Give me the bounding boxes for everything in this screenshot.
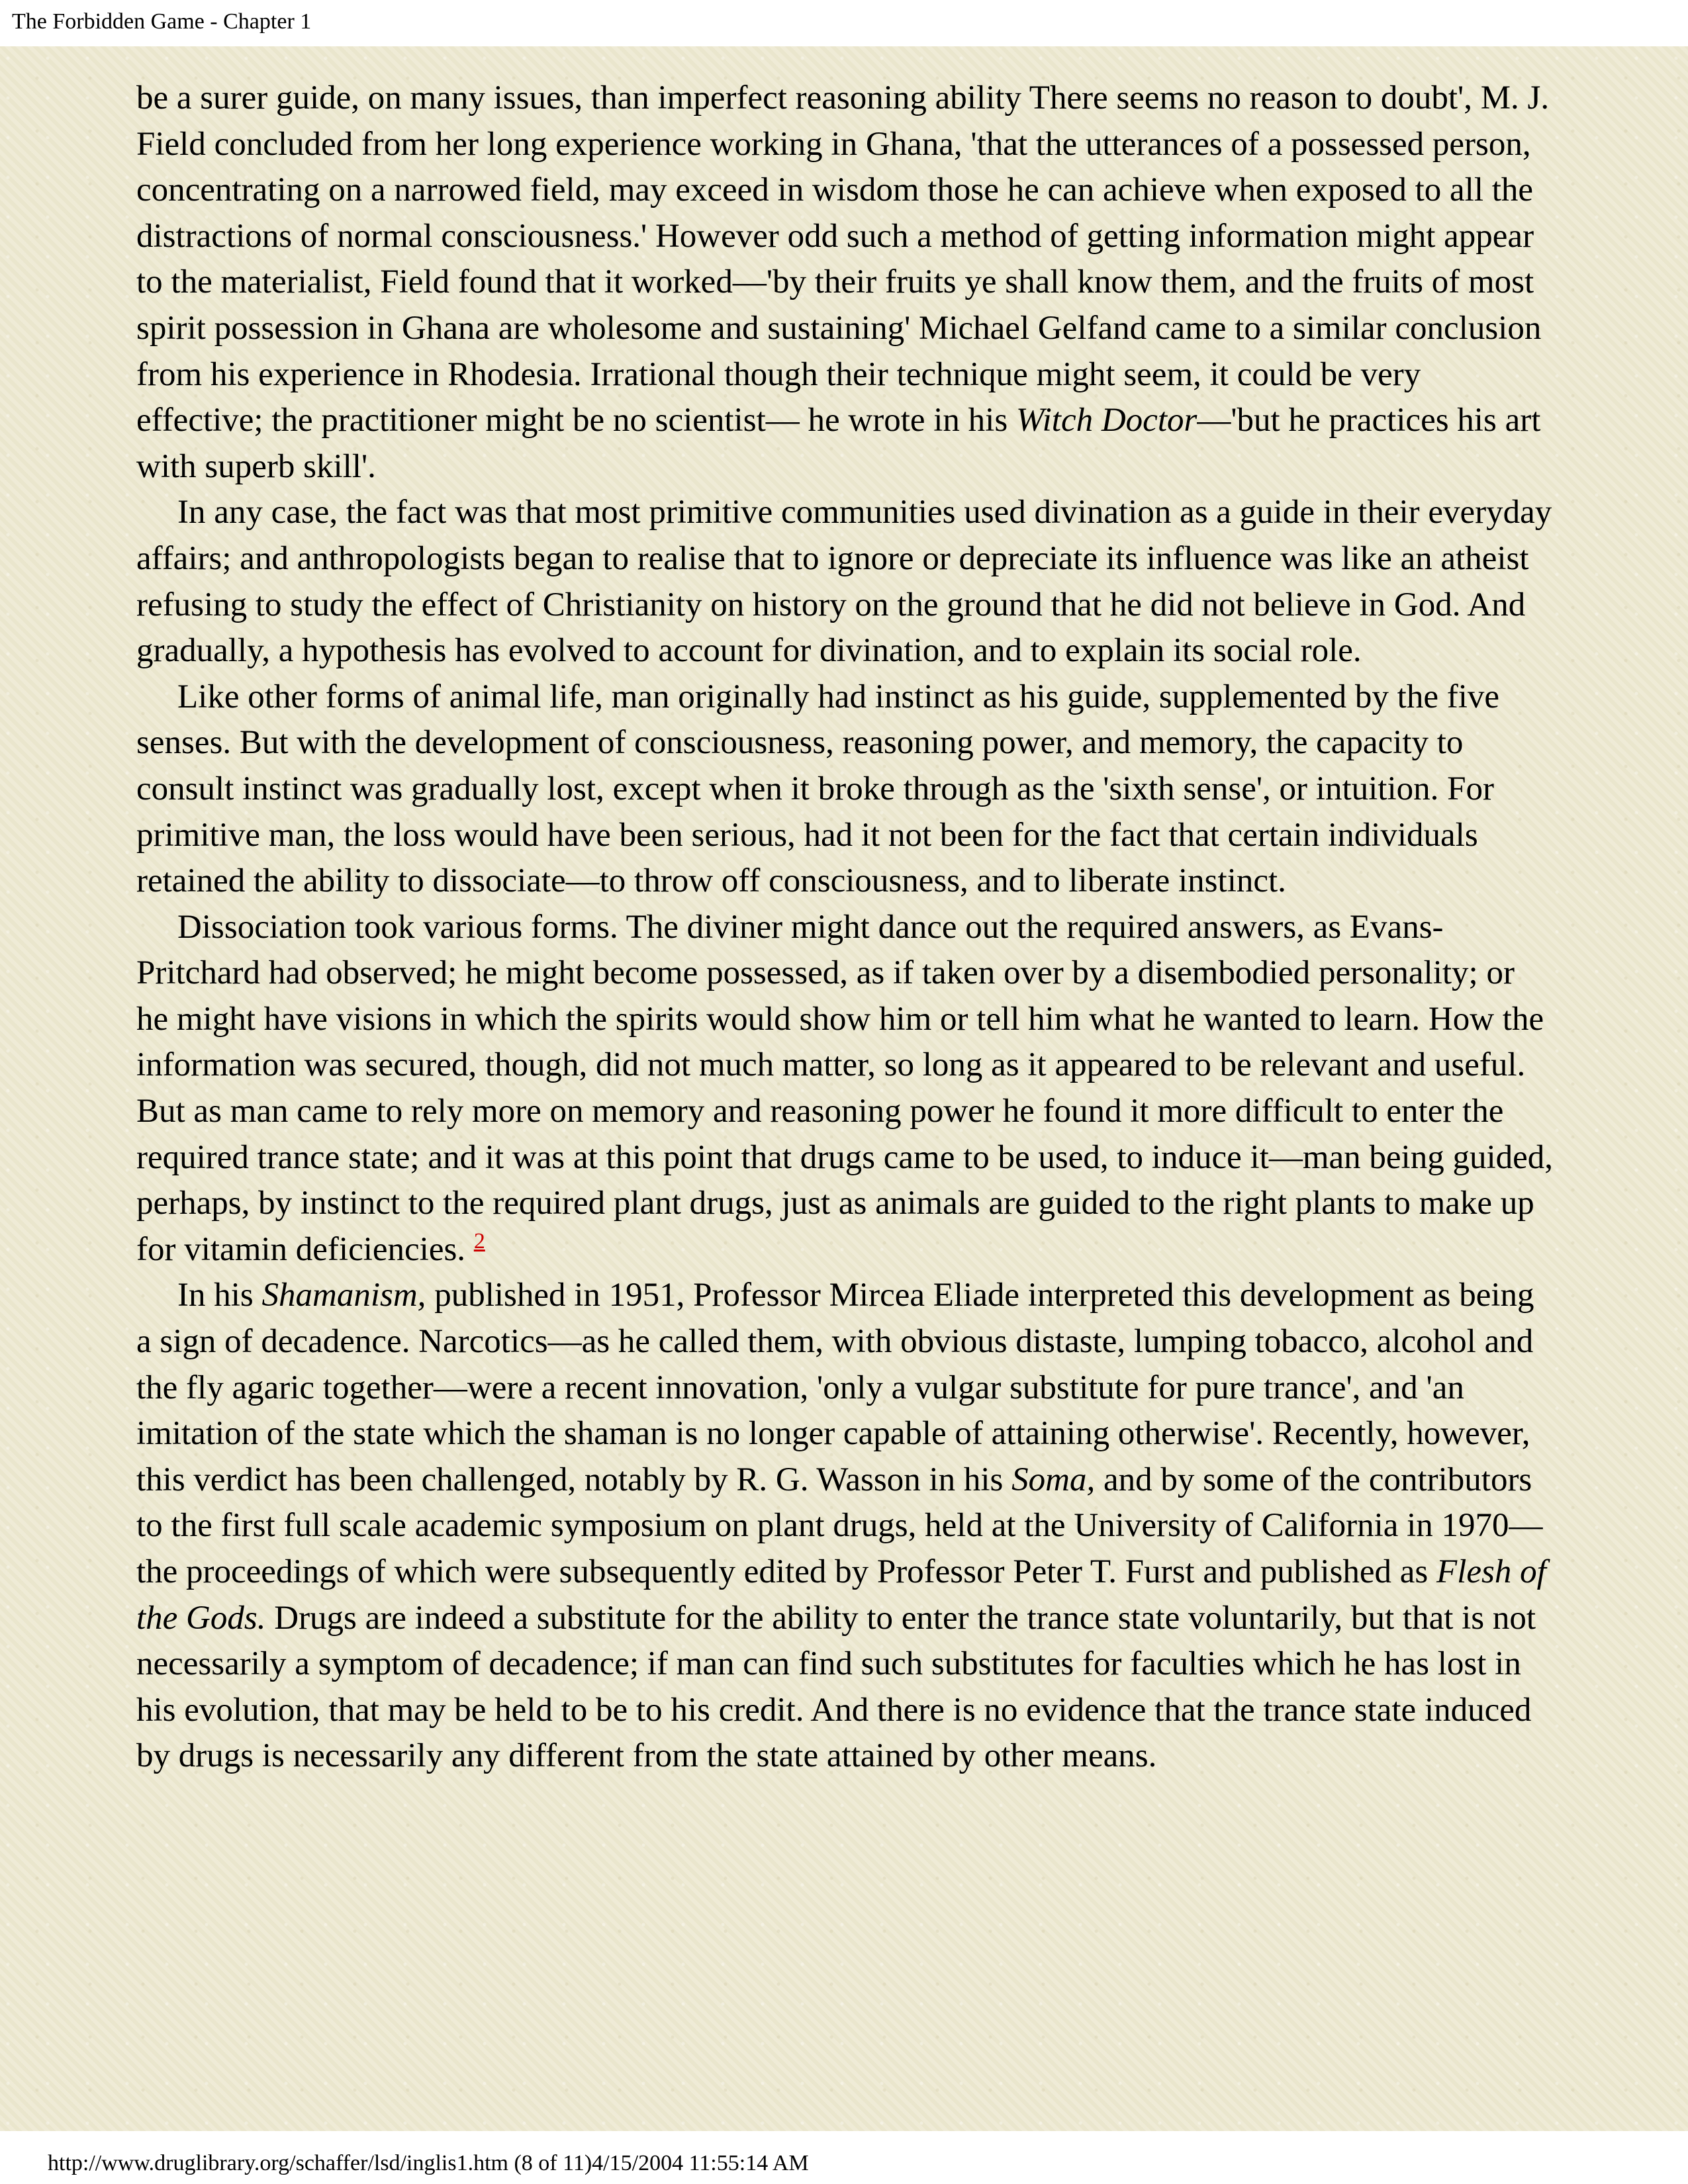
text-column <box>136 75 1553 1780</box>
book-title-shamanism: Shamanism, <box>261 1277 426 1314</box>
document-title: The Forbidden Game - Chapter 1 <box>12 9 312 34</box>
paragraph-3: Like other forms of animal life, man originally had instinct as his guide, supplemented by the five senses. But with the development of consciousness, reasoning power, and memory, the capacity to consult instinct was gradually lost, except when it broke through as the 'sixth sense', or intuition. For primitive man, the loss would have been serious, had it not been for the fact that certain individuals retained the ability to dissociate—to throw off consciousness, and to liberate instinct. <box>136 678 1500 900</box>
page-header <box>0 0 1688 46</box>
footer-url: http://www.druglibrary.org/schaffer/lsd/inglis1.htm (8 of 11)4/15/2004 11:55:14 AM <box>48 2151 809 2175</box>
paragraph-2: In any case, the fact was that most primitive communities used divination as a guide in their everyday affairs; and anthropologists began to realise that to ignore or depreciate its influence was like an atheist refusing to study the effect of Christianity on history on the ground that he did not believe in God. And gradually, a hypothesis has evolved to account for divination, and to explain its social role. <box>136 494 1552 670</box>
paragraph-1: be a surer guide, on many issues, than imperfect reasoning ability There seems no reason to doubt', M. J. Field concluded from her long experience working in Ghana, 'that the utterances of a possessed person, concentrating on a narrowed field, may exceed in wisdom those he can achieve when exposed to all the distractions of normal consciousness.' However odd such a method of getting information might appear to the materialist, Field found that it worked—'by their fruits ye shall know them, and the fruits of most spirit possession in Ghana are wholesome and sustaining' Michael Gelfand came to a similar conclusion from his experience in Rhodesia. Irrational though their technique might seem, it could be very effective; the practitioner might be no scientist— he wrote in his Witch Doctor—'but he practices his art with superb skill'. <box>136 79 1550 485</box>
book-title-soma: Soma, <box>1011 1461 1096 1498</box>
book-title-flesh-of-the-gods: Flesh of the Gods. <box>136 1553 1546 1637</box>
document-body <box>0 46 1688 2131</box>
footnote-link-2[interactable]: 2 <box>473 1228 485 1253</box>
book-title-witch-doctor: Witch Doctor <box>1015 402 1197 439</box>
paragraph-5: In his Shamanism, published in 1951, Professor Mircea Eliade interpreted this development as being a sign of decadence. Narcotics—as he called them, with obvious distaste, lumping tobacco, alcohol and the fly agaric together—were a recent innovation, 'only a vulgar substitute for pure trance', and 'an imitation of the state which the shaman is no longer capable of attaining otherwise'. Recently, however, this verdict has been challenged, notably by R. G. Wasson in his Soma, and by some of the contributors to the first full scale academic symposium on plant drugs, held at the University of California in 1970—the proceedings of which were subsequently edited by Professor Peter T. Furst and published as Flesh of the Gods. Drugs are indeed a substitute for the ability to enter the trance state voluntarily, but that is not necessarily a symptom of decadence; if man can find such substitutes for faculties which he has lost in his evolution, that may be held to be to his credit. And there is no evidence that the trance state induced by drugs is necessarily any different from the state attained by other means. <box>136 1277 1546 1775</box>
paragraph-4: Dissociation took various forms. The diviner might dance out the required answers, as Evans-Pritchard had observed; he might become possessed, as if taken over by a disembodied personality; or he might have visions in which the spirits would show him or tell him what he wanted to learn. How the information was secured, though, did not much matter, so long as it appeared to be relevant and useful. But as man came to rely more on memory and reasoning power he found it more difficult to enter the required trance state; and it was at this point that drugs came to be used, to induce it—man being guided, perhaps, by instinct to the required plant drugs, just as animals are guided to the right plants to make up for vitamin deficiencies. $^2$ <box>136 908 1554 1268</box>
page-footer <box>0 2131 1688 2184</box>
